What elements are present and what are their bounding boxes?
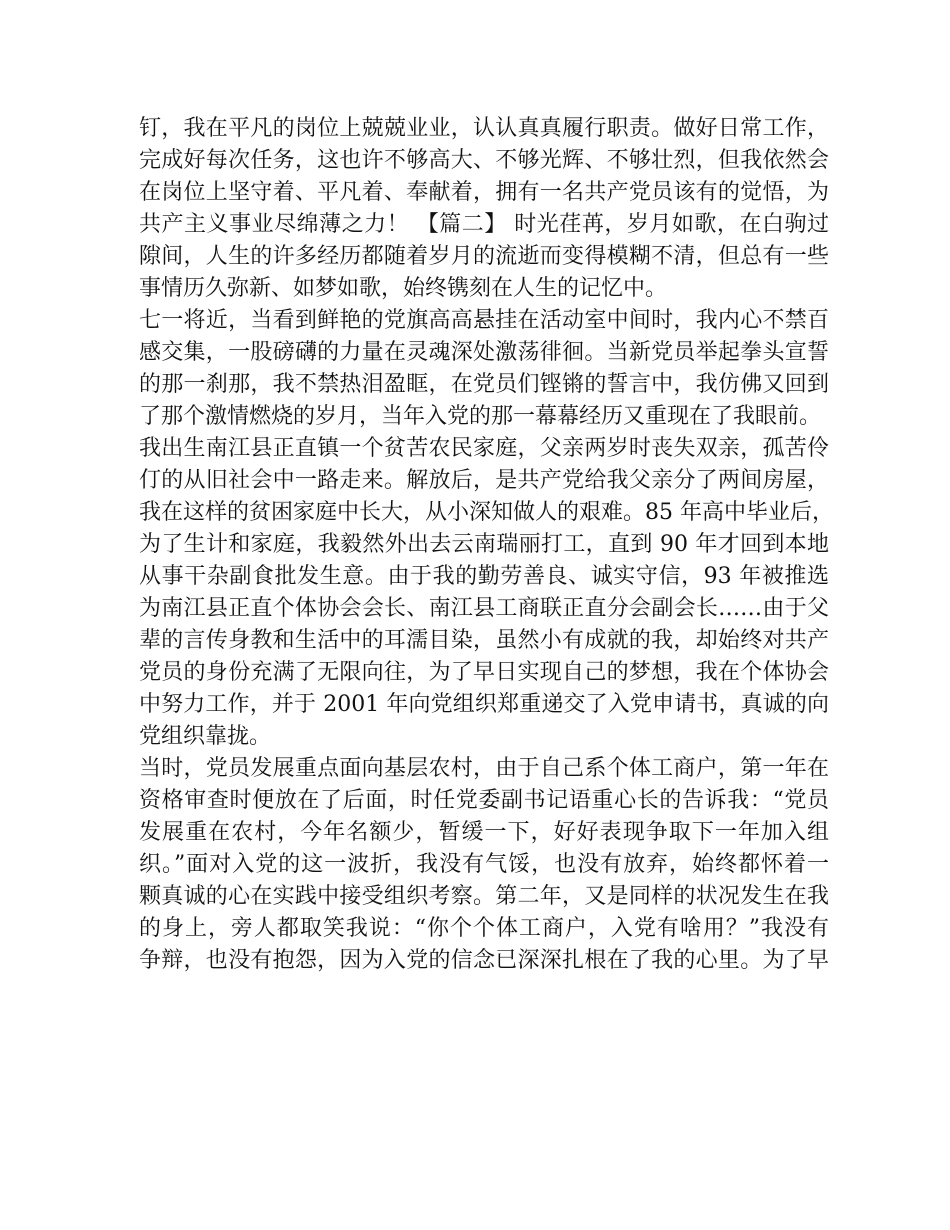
text-line: 钉，我在平凡的岗位上兢兢业业，认认真真履行职责。做好日常工作， xyxy=(139,116,829,141)
text-line: 织。”面对入党的这一波折，我没有气馁，也没有放弃，始终都怀着一 xyxy=(139,852,829,877)
text-line: 完成好每次任务，这也许不够高大、不够光辉、不够壮烈，但我依然会 xyxy=(139,148,829,173)
text-line: 感交集，一股磅礴的力量在灵魂深处激荡徘徊。当新党员举起拳头宣誓 xyxy=(139,340,829,365)
text-line: 事情历久弥新、如梦如歌，始终镌刻在人生的记忆中。 xyxy=(139,276,668,301)
text-line: 辈的言传身教和生活中的耳濡目染，虽然小有成就的我，却始终对共产 xyxy=(139,628,829,653)
text-line: 争辩，也没有抱怨，因为入党的信念已深深扎根在了我的心里。为了早 xyxy=(139,948,829,973)
text-line: 资格审查时便放在了后面，时任党委副书记语重心长的告诉我：“党员 xyxy=(139,788,829,813)
text-line: 了那个激情燃烧的岁月，当年入党的那一幕幕经历又重现在了我眼前。 xyxy=(139,404,822,429)
body-text xyxy=(139,113,834,977)
text-line: 党员的身份充满了无限向往，为了早日实现自己的梦想，我在个体协会 xyxy=(139,660,829,685)
text-line: 为了生计和家庭，我毅然外出去云南瑞丽打工，直到 90 年才回到本地 xyxy=(139,532,829,557)
text-line: 共产主义事业尽绵薄之力！ 【篇二】 时光荏苒，岁月如歌，在白驹过 xyxy=(139,212,829,237)
text-line: 中努力工作，并于 2001 年向党组织郑重递交了入党申请书，真诚的向 xyxy=(139,692,829,717)
text-line: 我出生南江县正直镇一个贫苦农民家庭，父亲两岁时丧失双亲，孤苦伶 xyxy=(139,436,829,461)
text-line: 隙间，人生的许多经历都随着岁月的流逝而变得模糊不清，但总有一些 xyxy=(139,244,829,269)
text-line: 我在这样的贫困家庭中长大，从小深知做人的艰难。85 年高中毕业后， xyxy=(139,500,834,525)
text-line: 从事干杂副食批发生意。由于我的勤劳善良、诚实守信，93 年被推选 xyxy=(139,564,829,589)
text-line: 党组织靠拢。 xyxy=(139,724,272,749)
text-line: 七一将近，当看到鲜艳的党旗高高悬挂在活动室中间时，我内心不禁百 xyxy=(139,308,829,333)
text-line: 的那一刹那，我不禁热泪盈眶，在党员们铿锵的誓言中，我仿佛又回到 xyxy=(139,372,829,397)
text-line: 在岗位上坚守着、平凡着、奉献着，拥有一名共产党员该有的觉悟，为 xyxy=(139,180,829,205)
text-line: 仃的从旧社会中一路走来。解放后，是共产党给我父亲分了两间房屋， xyxy=(139,468,829,493)
text-line: 的身上，旁人都取笑我说：“你个个体工商户，入党有啥用？”我没有 xyxy=(139,916,829,941)
text-line: 发展重在农村，今年名额少，暂缓一下，好好表现争取下一年加入组 xyxy=(139,820,829,845)
text-line: 当时，党员发展重点面向基层农村，由于自己系个体工商户，第一年在 xyxy=(139,756,829,781)
text-line: 为南江县正直个体协会会长、南江县工商联正直分会副会长……由于父 xyxy=(139,596,829,621)
text-line: 颗真诚的心在实践中接受组织考察。第二年，又是同样的状况发生在我 xyxy=(139,884,829,909)
